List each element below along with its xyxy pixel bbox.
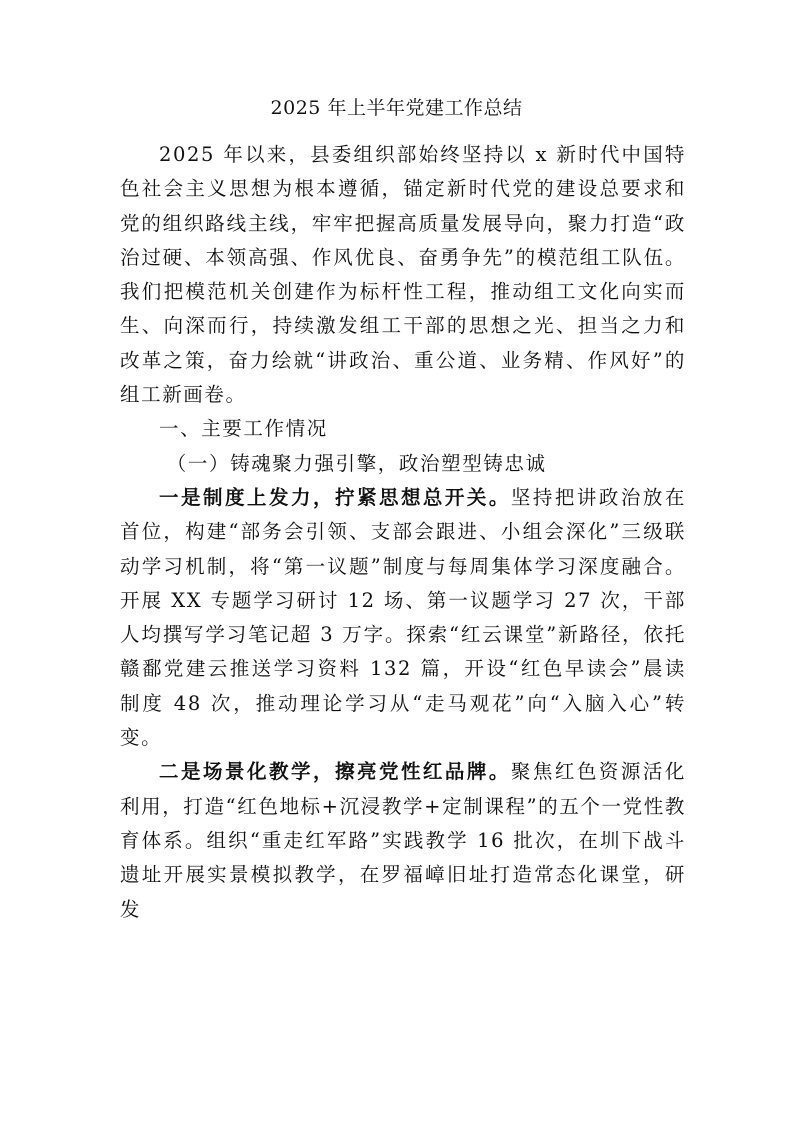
paragraph-2	[120, 755, 686, 926]
document-body	[120, 138, 686, 927]
paragraph-1	[120, 481, 686, 755]
paragraph-1-body: 坚持把讲政治放在首位，构建“部务会引领、支部会跟进、小组会深化”三级联动学习机制，将“第一议题”制度与每周集体学习深度融合。开展 XX 专题学习研讨 12 场、第一议题学习 27 次，干部人均撰写学习笔记超 3 万字。探索“红云课堂”新路径，依托赣鄱党建云推送学习资料 132 篇，开设“红色早读会”晨读制度 48 次，推动理论学习从“走马观花”向“入脑入心”转变。	[120, 485, 686, 750]
section-heading: 一、主要工作情况	[159, 417, 328, 441]
subsection-heading: （一）铸魂聚力强引擎，政治塑型铸忠诚	[166, 451, 547, 475]
paragraph-2-lead: 二是场景化教学，擦亮党性红品牌。	[159, 760, 511, 784]
document-title: 2025 年上半年党建工作总结	[270, 97, 523, 119]
paragraph-1-lead: 一是制度上发力，拧紧思想总开关。	[159, 485, 511, 509]
paragraph-2-body: 聚焦红色资源活化利用，打造“红色地标+沉浸教学+定制课程”的五个一党性教育体系。组织“重走红军路”实践教学 16 批次，在圳下战斗遗址开展实景模拟教学，在罗福嶂旧址打造常态化课堂，研发	[120, 760, 686, 921]
intro-paragraph: 2025 年以来，县委组织部始终坚持以 x 新时代中国特色社会主义思想为根本遵循，锚定新时代党的建设总要求和党的组织路线主线，牢牢把握高质量发展导向，聚力打造“政治过硬、本领高强、作风优良、奋勇争先”的模范组工队伍。我们把模范机关创建作为标杆性工程，推动组工文化向实而生、向深而行，持续激发组工干部的思想之光、担当之力和改革之策，奋力绘就“讲政治、重公道、业务精、作风好”的组工新画卷。	[120, 143, 686, 407]
